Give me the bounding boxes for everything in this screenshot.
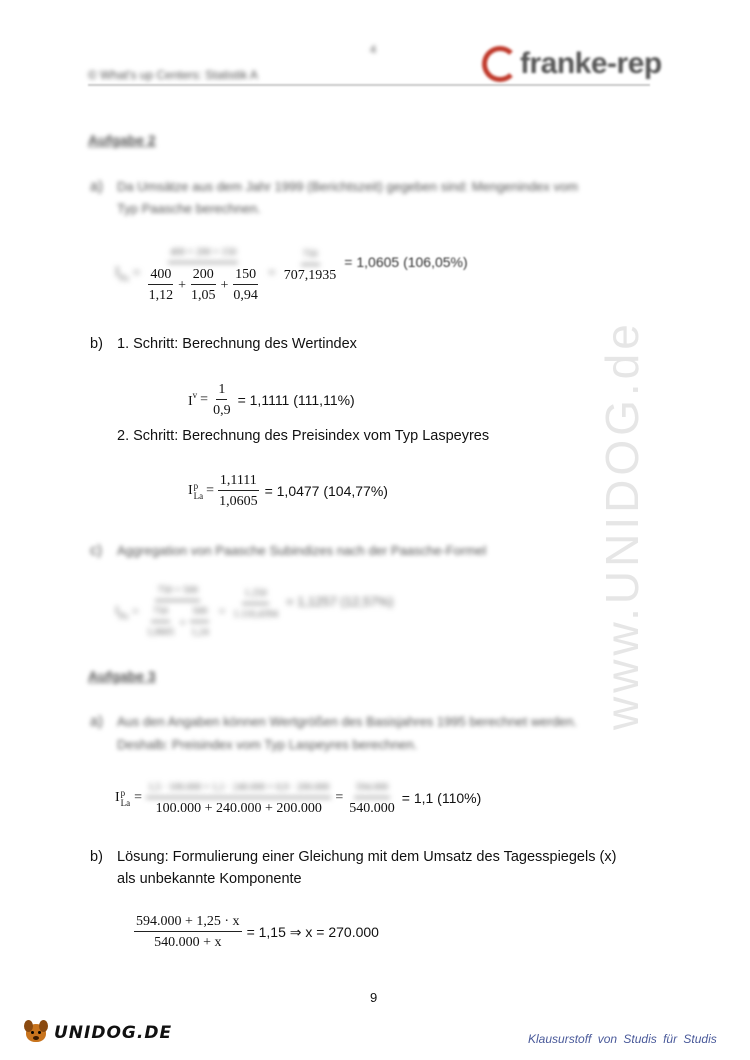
task2-a-line2: Typ Paasche berechnen. — [117, 201, 261, 216]
formula-2c-lhs: $I_{Pa}$ — [115, 602, 128, 621]
task3-a-line1: Aus den Angaben können Wertgrößen des Basisjahres 1995 berechnet werden. — [117, 714, 578, 729]
formula-3b-result: = 1,15 ⇒ x = 270.000 — [246, 923, 379, 940]
formula-3b-frac: $\frac{594.000 + 1,25 \cdot x}{540.000 + x}$ — [136, 914, 240, 950]
formula-2a-result: = 1,0605 (106,05%) — [344, 254, 468, 270]
task2-a-label: a) — [90, 179, 103, 195]
task2-b-label: b) — [90, 336, 103, 352]
formula-2a: $I_{Pa}$ = 400 + 200 + 150 $\frac{400}{1,12}$ + $\frac{200}{1,05}$ + $\frac{150}{0,94}$ = $\frac{750}{707,1935}$ = 1,0605 (106,05%) — [115, 244, 468, 304]
task3-a-label: a) — [90, 714, 103, 730]
formula-3a-result: = 1,1 (110%) — [401, 790, 482, 806]
formula-2c-result: = 1,1257 (12,57%) — [285, 594, 394, 609]
logo-text: franke-rep — [520, 47, 662, 80]
footer-tagline: Klausurstoff von Studis für Studis — [528, 1032, 717, 1046]
formula-2c-frac1: 750 + 500 $\frac{750}{1,0605}$ + $\frac{500}{1,24}$ — [143, 582, 213, 641]
formula-2b-2: I p La = $\frac{1,1111}{1,0605}$ = 1,0477 (104,77%) — [188, 473, 388, 509]
header-top-mark: 4 — [370, 44, 377, 56]
footer-brand-text: UNIDOG.DE — [54, 1023, 173, 1043]
formula-2c-frac2: $\frac{1.250}{1.110,4394}$ — [231, 585, 280, 623]
formula-3b — [134, 913, 379, 951]
task2-c-text: Aggregation von Paasche Subindizes nach der Paasche-Formel — [117, 543, 487, 558]
header-left-text: © What's up Centers: Statistik A — [88, 68, 258, 82]
formula-3a-frac1: $\frac{1,5 \cdot 100.000 + 1,1 \cdot 240.000 + 0,9 \cdot 200.000}{100.000 + 240.000 + 200.000}$ — [146, 779, 331, 817]
formula-3a-frac2: $\frac{594.000}{540.000}$ — [347, 779, 397, 817]
page-number: 9 — [370, 990, 378, 1005]
logo-swoosh-icon — [482, 46, 518, 82]
dog-mascot-icon — [22, 1018, 52, 1048]
header-rule — [88, 84, 650, 86]
formula-3a: I p La = $\frac{1,5 \cdot 100.000 + 1,1 \cdot 240.000 + 0,9 \cdot 200.000}{100.000 + 240.000 + 200.000}$ = $\frac{594.000}{540.000}$ = 1,1 (110%) — [115, 779, 481, 817]
formula-2a-frac1: 400 + 200 + 150 $\frac{400}{1,12}$ + $\frac{200}{1,05}$ + $\frac{150}{0,94}$ — [145, 244, 262, 304]
formula-2a-lhs: $I_{Pa}$ — [115, 265, 129, 283]
task2-a-line1: Da Umsätze aus dem Jahr 1999 (Berichtszeit) gegeben sind: Mengenindex vom — [117, 179, 579, 194]
formula-2b-2-result: = 1,0477 (104,77%) — [264, 483, 388, 499]
header-logo — [482, 46, 662, 82]
task2-b-step2: 2. Schritt: Berechnung des Preisindex vom Typ Laspeyres — [117, 428, 490, 444]
formula-2b-1-lhs: $I^v$ — [188, 390, 198, 409]
task3-a-line2: Deshalb: Preisindex vom Typ Laspeyres berechnen. — [117, 737, 418, 752]
formula-2b-1: $I^v$ = $\frac{1}{0,9}$ = 1,1111 (111,11%) — [188, 382, 355, 418]
formula-2b-1-result: = 1,1111 (111,11%) — [237, 392, 355, 408]
task2-c-label: c) — [90, 543, 103, 559]
formula-2a-frac2: $\frac{750}{707,1935}$ — [282, 246, 339, 284]
formula-2b-2-frac: $\frac{1,1111}{1,0605}$ — [219, 473, 258, 509]
task3-b-line2: als unbekannte Komponente — [117, 871, 302, 887]
task2-title: Aufgabe 2 — [88, 132, 156, 148]
footer-brand — [22, 1018, 172, 1048]
formula-3a-lhs: I p La — [115, 788, 131, 808]
task3-title: Aufgabe 3 — [88, 668, 156, 684]
formula-2b-2-lhs: I p La — [188, 481, 204, 501]
task3-b-label: b) — [90, 849, 103, 865]
watermark-text: www.UNIDOG.de — [596, 320, 648, 730]
task3-b-line1: Lösung: Formulierung einer Gleichung mit dem Umsatz des Tagesspiegels (x) — [117, 849, 617, 865]
task2-b-step1: 1. Schritt: Berechnung des Wertindex — [117, 336, 357, 352]
formula-2c: $I_{Pa}$ = 750 + 500 $\frac{750}{1,0605}$ + $\frac{500}{1,24}$ = $\frac{1.250}{1.110,4394}$ = 1,1257 (12,57%) — [115, 582, 393, 641]
formula-2b-1-frac: $\frac{1}{0,9}$ — [213, 382, 231, 418]
